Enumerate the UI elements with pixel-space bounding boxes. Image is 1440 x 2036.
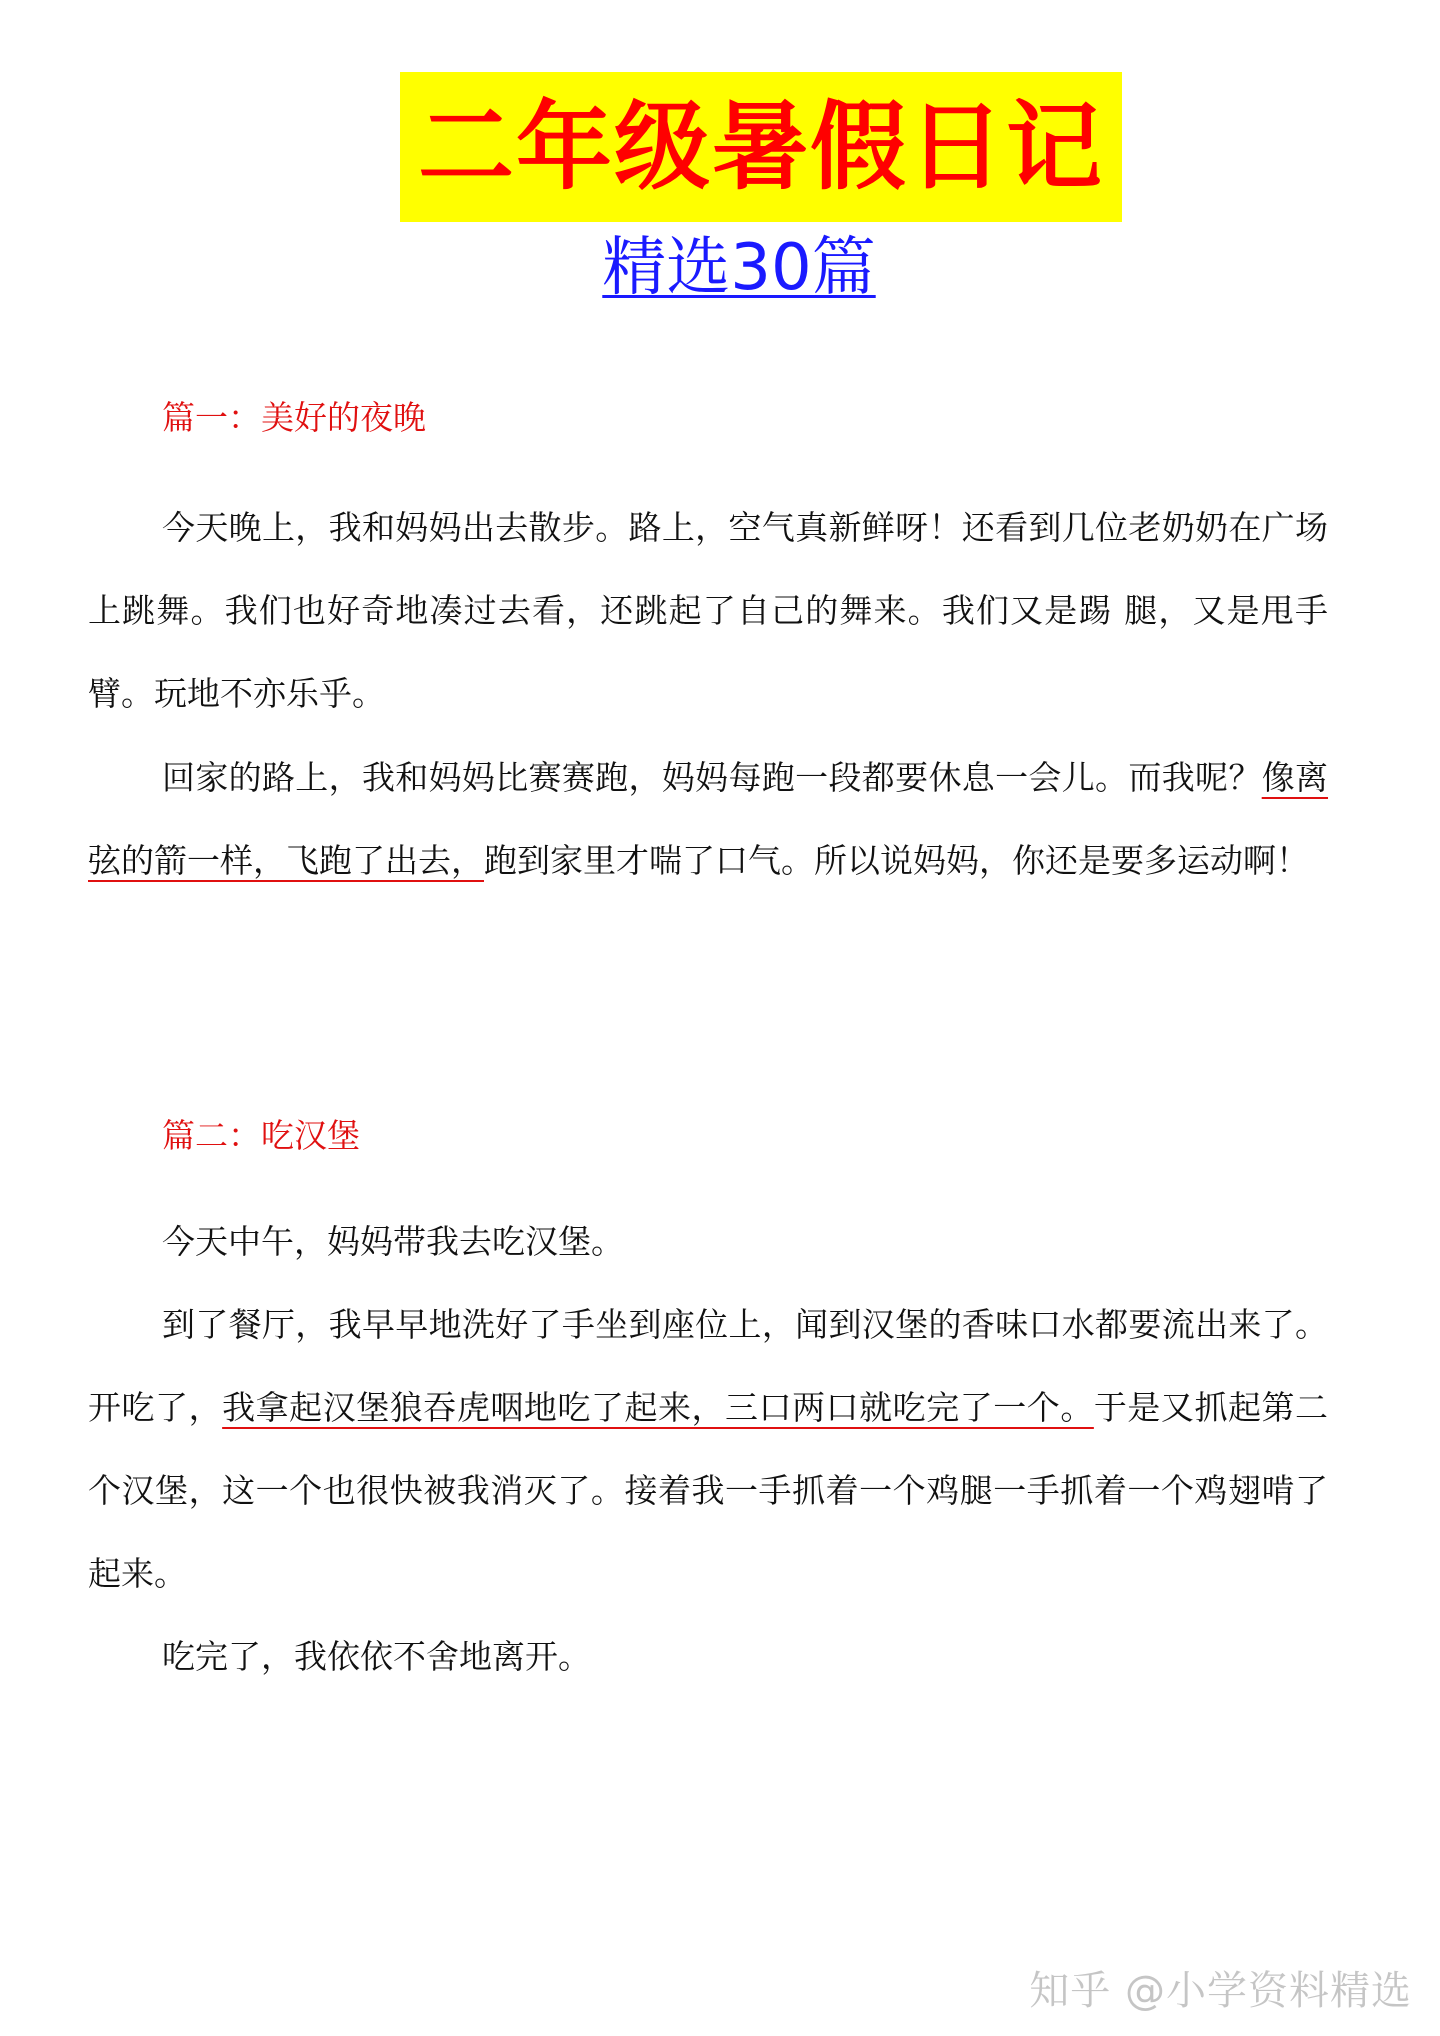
article2-p2-underlined: 我拿起汉堡狼吞虎咽地吃了起来，三口两口就吃完了一个。: [222, 1388, 1094, 1427]
title-banner: [400, 72, 1122, 222]
subtitle-link[interactable]: 精选30篇: [602, 231, 876, 305]
article2-p2-pre: 到了餐厅，我早早地洗好了手坐到座位上，闻到汉堡的香味口水都要流出来了。开吃了，: [88, 1305, 1328, 1427]
watermark: 知乎 @小学资料精选: [1029, 1968, 1412, 2014]
article1-paragraph2: [88, 736, 1328, 902]
article2-paragraph1: 今天中午，妈妈带我去吃汉堡。: [162, 1222, 624, 1261]
article2-p2-post: 于是又抓起第二个汉堡，这一个也很快被我消灭了。接着我一手抓着一个鸡腿一手抓着一个鸡翅啃了起来。: [88, 1388, 1329, 1593]
article1-p2-underlined: 像离弦的箭一样，飞跑了出去，: [88, 758, 1329, 880]
article1-paragraph1: 今天晚上，我和妈妈出去散步。路上，空气真新鲜呀！还看到几位老奶奶在广场上跳舞。我们也好奇地凑过去看，还跳起了自己的舞来。我们又是踢 腿，又是甩手臂。玩地不亦乐乎。: [88, 508, 1328, 713]
page-title: 二年级暑假日记: [418, 91, 1104, 203]
subtitle-container: [0, 228, 1440, 308]
article2-paragraph2: [88, 1283, 1328, 1615]
article2-heading: 篇二：吃汉堡: [162, 1116, 360, 1155]
article2-paragraph3: 吃完了，我依依不舍地离开。: [162, 1637, 591, 1676]
article1-p2-post: 跑到家里才喘了口气。所以说妈妈，你还是要多运动啊！: [484, 841, 1309, 880]
article1-heading: 篇一：美好的夜晚: [162, 398, 426, 437]
article1-p2-pre: 回家的路上，我和妈妈比赛赛跑，妈妈每跑一段都要休息一会儿。而我呢？: [162, 758, 1262, 797]
